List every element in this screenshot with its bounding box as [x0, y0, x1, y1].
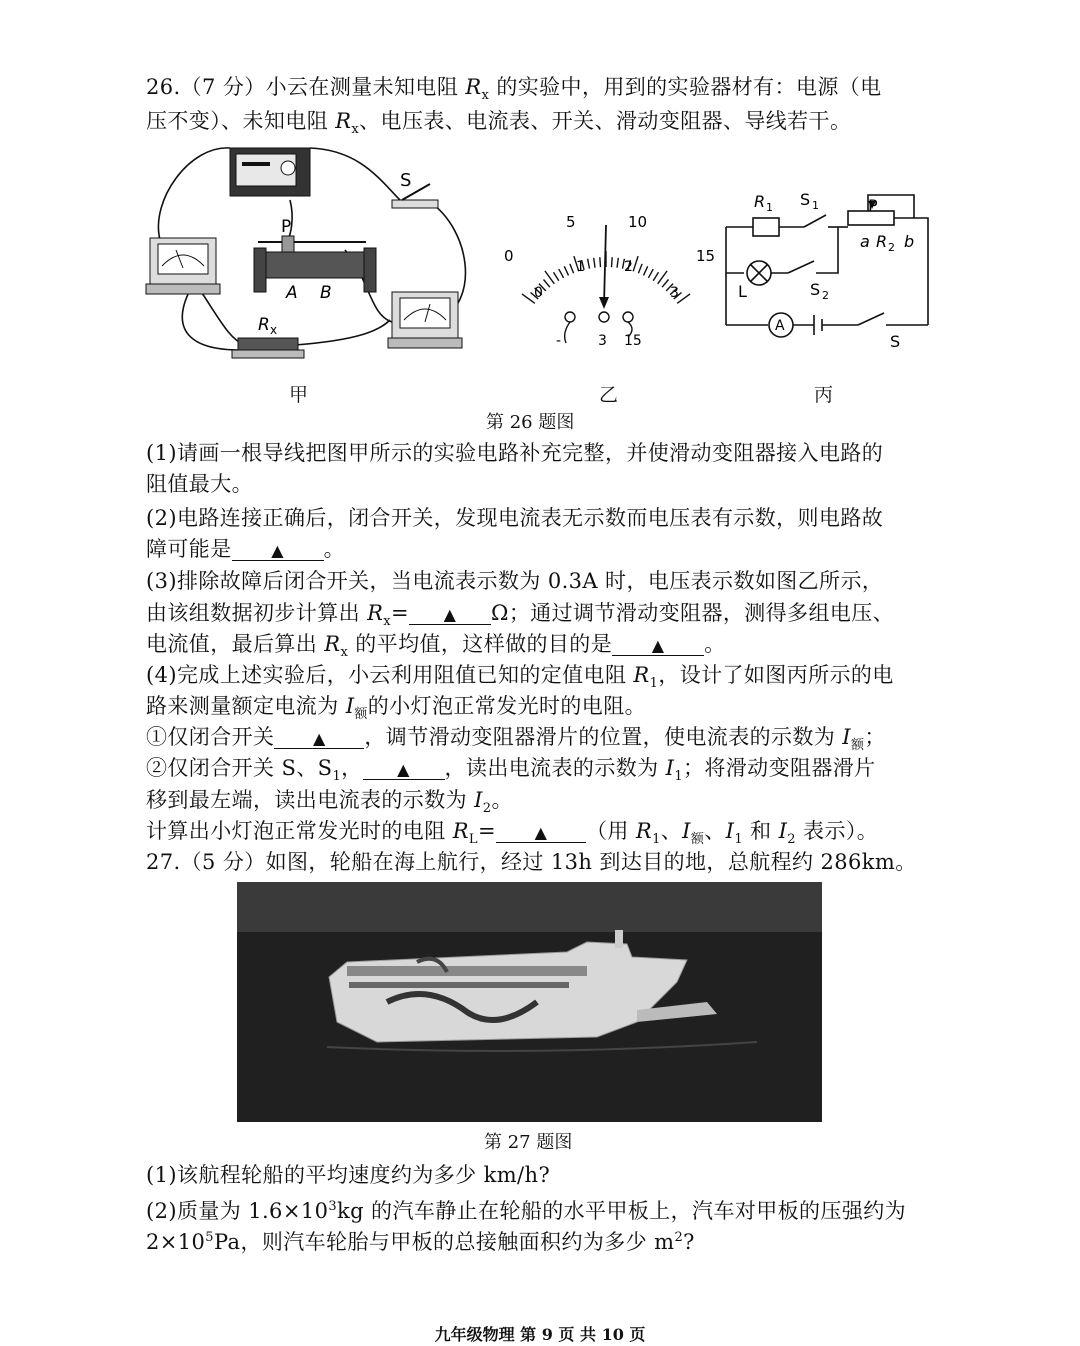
svg-text:a: a [860, 232, 870, 251]
answer-blank[interactable]: ▲ [232, 536, 324, 561]
svg-text:2: 2 [624, 259, 633, 275]
dial-tick [570, 264, 574, 273]
q26-intro-line1: 26.（7 分）小云在测量未知电阻 $R_x$ 的实验中，用到的实验器材有：电源（电 [146, 75, 882, 104]
q26-intro-line2: 压不变）、未知电阻 $R_x$、电压表、电流表、开关、滑动变阻器、导线若干。 [146, 109, 852, 138]
dial-tick [594, 258, 595, 268]
svg-text:1: 1 [576, 259, 585, 275]
svg-text:5: 5 [566, 213, 576, 231]
svg-text:15: 15 [696, 247, 716, 265]
dial-tick [612, 257, 613, 267]
q27-intro: 27.（5 分）如图，轮船在海上航行，经过 13h 到达目的地，总航程约 286km。 [146, 850, 917, 874]
dial-tick [638, 264, 642, 273]
svg-text:b: b [904, 232, 915, 251]
svg-text:P: P [868, 196, 878, 215]
svg-text:A: A [775, 318, 785, 334]
q26-part3-line2: 由该组数据初步计算出 $R_x=$ ▲ Ω；通过调节滑动变阻器，测得多组电压、 [146, 601, 895, 630]
svg-text:3: 3 [670, 285, 679, 301]
svg-text:1: 1 [766, 201, 773, 214]
svg-text:S: S [810, 280, 821, 299]
svg-text:-: - [556, 333, 562, 349]
q26-step2: ②仅闭合开关 S、$S_1$， ▲ ，读出电流表的示数为 $I_1$；将滑动变阻器滑片 [146, 756, 876, 785]
answer-blank[interactable]: ▲ [496, 818, 586, 843]
svg-text:2: 2 [888, 241, 895, 254]
svg-text:3: 3 [598, 333, 607, 349]
figure-jia-label: 甲 [289, 384, 309, 406]
dial-tick [633, 256, 638, 271]
q26-part4-line2: 路来测量额定电流为 $I_额$的小灯泡正常发光时的电阻。 [146, 694, 646, 723]
svg-text:x: x [270, 323, 278, 337]
q27-part1: (1)该航程轮船的平均速度约为多少 km/h? [146, 1163, 551, 1187]
svg-text:0: 0 [504, 247, 514, 265]
svg-text:R: R [754, 192, 766, 211]
q26-calc-line: 计算出小灯泡正常发光时的电阻 $R_L=$ ▲ （用 $R_1$、$I_额$、$I_1$ 和 $I_2$ 表示）。 [146, 819, 879, 848]
answer-blank[interactable]: ▲ [274, 724, 364, 749]
dial-tick [544, 280, 550, 288]
dial-tick [559, 269, 564, 278]
svg-text:P: P [281, 217, 292, 237]
q26-part2-line2: 障可能是 ▲ 。 [146, 537, 346, 561]
q26-figure-caption: 第 26 题图 [486, 412, 575, 433]
q26-part3-line3: 电流值，最后算出 $R_x$ 的平均值，这样做的目的是 ▲ 。 [146, 632, 726, 661]
svg-text:0: 0 [534, 285, 543, 301]
dial-tick [554, 272, 559, 280]
svg-text:R: R [258, 315, 270, 335]
svg-text:15: 15 [624, 333, 642, 349]
svg-text:1: 1 [812, 199, 819, 212]
ammeter [146, 238, 220, 294]
q27-part2-line1: (2)质量为 $1.6\times 10^3kg$ 的汽车静止在轮船的水平甲板上，汽车对甲板的压强约为 [146, 1199, 907, 1223]
svg-text:R: R [876, 232, 888, 251]
q27-part2-line2: $2\times 10^5Pa$，则汽车轮胎与甲板的总接触面积约为多少 $m^2$? [146, 1230, 695, 1254]
dial-tick [617, 258, 618, 268]
svg-text:10: 10 [628, 213, 648, 231]
svg-text:S: S [400, 170, 412, 191]
q26-part4-line1: (4)完成上述实验后，小云利用阻值已知的定值电阻 $R_1$，设计了如图丙所示的电 [146, 663, 894, 692]
svg-text:S: S [890, 332, 901, 351]
dial-tick [662, 280, 668, 288]
q27-figure-caption: 第 27 题图 [484, 1132, 573, 1153]
answer-blank[interactable]: ▲ [363, 755, 445, 780]
dial-tick [564, 266, 568, 275]
dial-tick [600, 257, 601, 267]
resistor-rx [232, 315, 304, 358]
svg-text:S: S [800, 190, 811, 209]
page-footer: 九年级物理 第 9 页 共 10 页 [434, 1325, 646, 1344]
q26-part1-line1: (1)请画一根导线把图甲所示的实验电路补充完整，并使滑动变阻器接入电路的 [146, 441, 884, 465]
dial-tick [588, 259, 590, 269]
q26-part1-line2: 阻值最大。 [146, 472, 253, 496]
figure-yi-label: 乙 [599, 384, 619, 406]
q26-step3: 移到最左端，读出电流表的示数为 $I_2$。 [146, 788, 513, 817]
power-supply [230, 148, 310, 196]
figure-yi-voltmeter-dial [500, 205, 720, 355]
q26-step1: ①仅闭合开关 ▲ ，调节滑动变阻器滑片的位置，使电流表的示数为 $I_额$； [146, 725, 886, 754]
figure-bing-circuit [718, 185, 948, 355]
voltmeter [388, 292, 462, 348]
dial-tick [648, 269, 653, 278]
svg-text:A: A [286, 283, 298, 303]
ship-photo [237, 882, 822, 1122]
svg-text:L: L [738, 282, 747, 301]
dial-tick [644, 266, 648, 275]
q26-part2-line1: (2)电路连接正确后，闭合开关，发现电流表无示数而电压表有示数，则电路故 [146, 506, 884, 530]
q26-part3-line1: (3)排除故障后闭合开关，当电流表示数为 0.3A 时，电压表示数如图乙所示， [146, 569, 884, 593]
answer-blank[interactable]: ▲ [612, 631, 704, 656]
svg-text:B: B [320, 283, 332, 303]
figure-jia-circuit [130, 140, 490, 380]
switch-s [392, 170, 438, 208]
sliding-rheostat [254, 217, 376, 303]
svg-text:2: 2 [822, 289, 829, 302]
dial-tick [653, 272, 658, 280]
figure-bing-label: 丙 [814, 384, 834, 406]
answer-blank[interactable]: ▲ [409, 600, 491, 625]
